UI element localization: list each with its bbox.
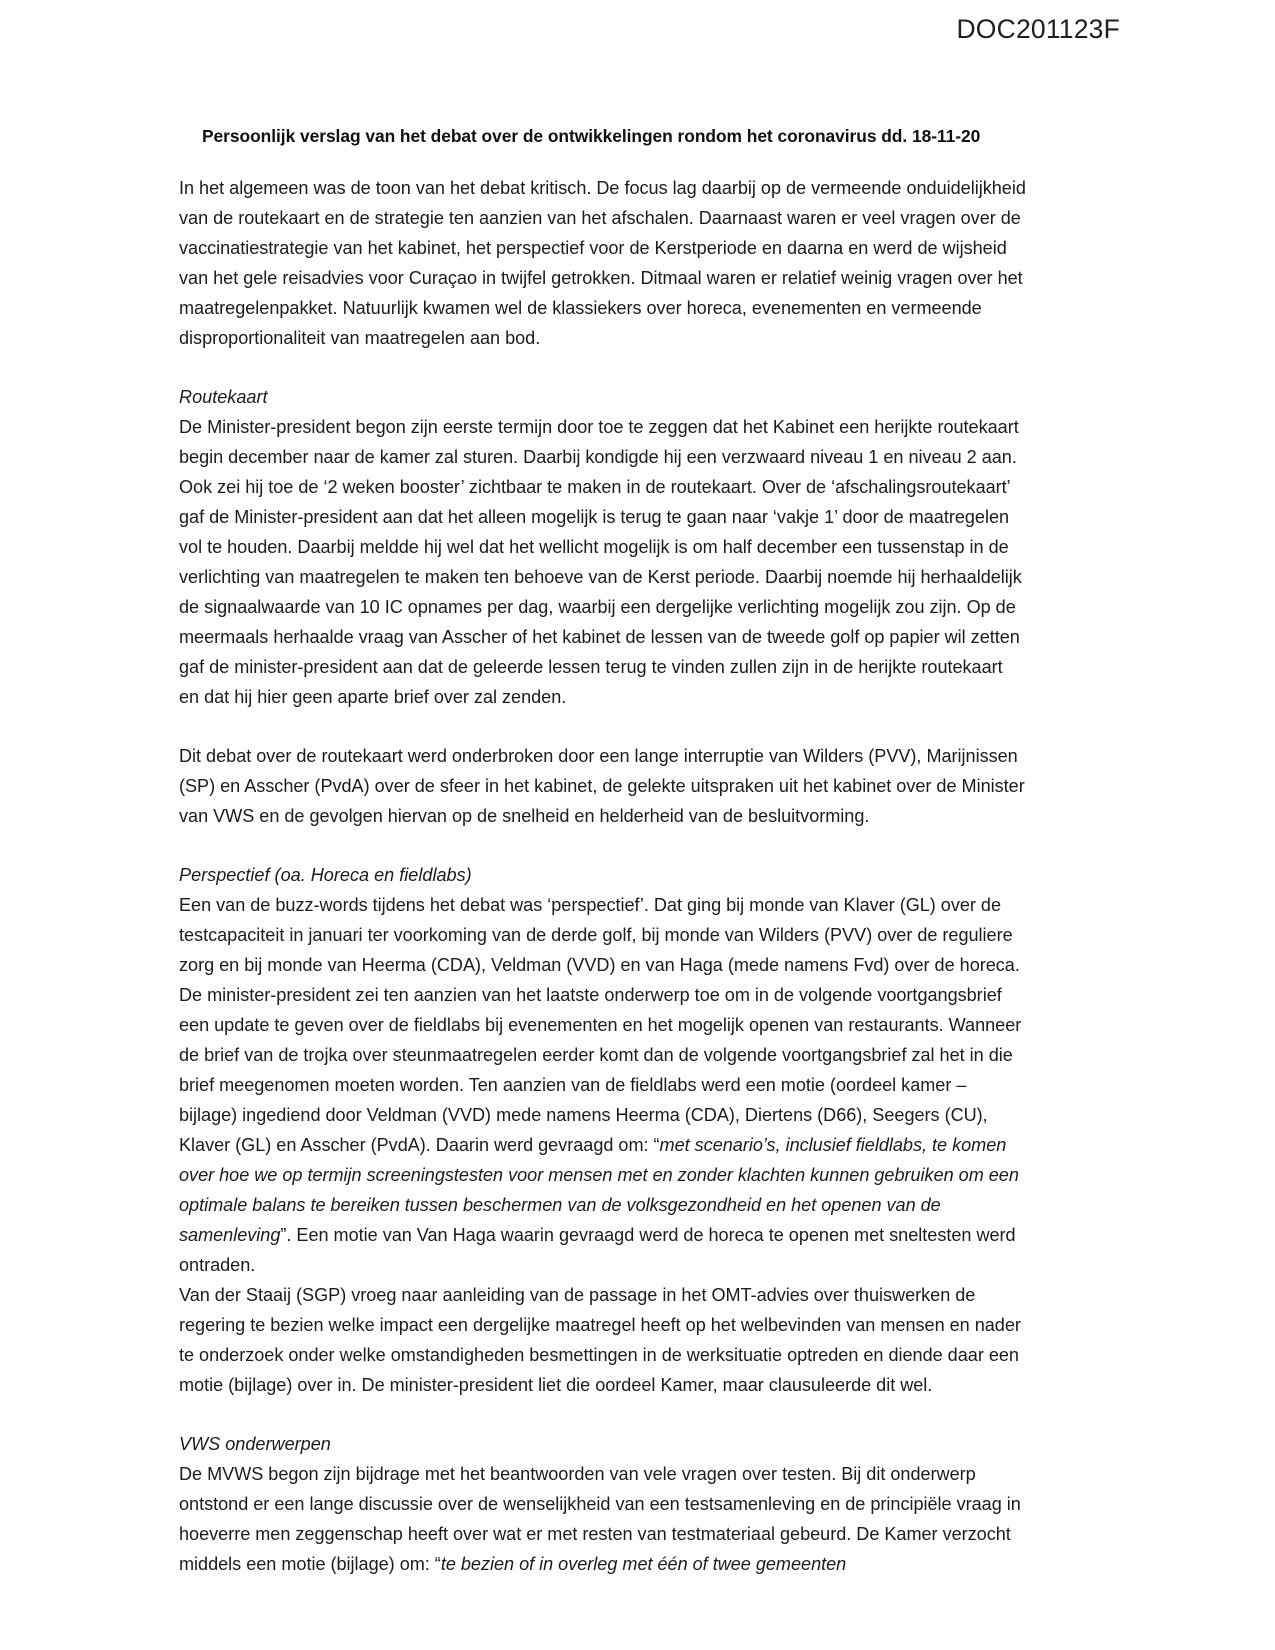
section-heading-routekaart: Routekaart (179, 387, 268, 408)
vws-paragraph-1 (179, 1459, 1027, 1579)
document-body (179, 124, 1027, 1579)
vws-text-before-quote: De MVWS begon zijn bijdrage met het beantwoorden van vele vragen over testen. Bij dit onderwerp ontstond er een lange discussie over de wenselijkheid van een testsamenleving en de principiële vraag in hoeverre men zeggenschap heeft over wat er met resten van testmateriaal gebeurd. De Kamer verzocht middels een motie (bijlage) om: “ (179, 1464, 1021, 1575)
perspectief-motion-quote: met scenario’s, inclusief fieldlabs, te komen over hoe we op termijn screeningstesten voor mensen met en zonder klachten kunnen gebruiken om een optimale balans te bereiken tussen beschermen van de volksgezondheid en het openen van de samenleving (179, 1135, 1019, 1246)
document-reference-header: DOC201123F (956, 14, 1120, 44)
perspectief-paragraph-2: Van der Staaij (SGP) vroeg naar aanleiding van de passage in het OMT-advies over thuiswerken de regering te bezien welke impact een dergelijke maatregel heeft op het welbevinden van mensen en nader te onderzoek onder welke omstandigheden besmettingen in de werksituatie optreden en diende daar een motie (bijlage) over in. De minister-president liet die oordeel Kamer, maar clausuleerde dit wel. (179, 1285, 1021, 1396)
intro-paragraph: In het algemeen was de toon van het debat kritisch. De focus lag daarbij op de vermeende onduidelijkheid van de routekaart en de strategie ten aanzien van het afschalen. Daarnaast waren er veel vragen over de vaccinatiestrategie van het kabinet, het perspectief voor de Kerstperiode en daarna en werd de wijsheid van het gele reisadvies voor Curaçao in twijfel getrokken. Ditmaal waren er relatief weinig vragen over het maatregelenpakket. Natuurlijk kwamen wel de klassiekers over horeca, evenementen en vermeende disproportionaliteit van maatregelen aan bod. (179, 178, 1026, 349)
perspectief-text-after-quote: ”. Een motie van Van Haga waarin gevraagd werd de horeca te openen met sneltesten werd ontraden. (179, 1225, 1016, 1276)
section-heading-perspectief: Perspectief (oa. Horeca en fieldlabs) (179, 865, 472, 886)
section-heading-vws-onderwerpen: VWS onderwerpen (179, 1434, 331, 1455)
vws-motion-quote: te bezien of in overleg met één of twee gemeenten (440, 1554, 847, 1575)
perspectief-text-before-quote: Een van de buzz-words tijdens het debat was ‘perspectief’. Dat ging bij monde van Klaver (GL) over de testcapaciteit in januari ter voorkoming van de derde golf, bij monde van Wilders (PVV) over de reguliere zorg en bij monde van Heerma (CDA), Veldman (VVD) en van Haga (mede namens Fvd) over de horeca. De minister-president zei ten aanzien van het laatste onderwerp toe om in de volgende voortgangsbrief een update te geven over de fieldlabs bij evenementen en het mogelijk openen van restaurants. Wanneer de brief van de trojka over steunmaatregelen eerder komt dan de volgende voortgangsbrief zal het in die brief meegenomen moeten worden. Ten aanzien van de fieldlabs werd een motie (oordeel kamer – bijlage) ingediend door Veldman (VVD) mede namens Heerma (CDA), Diertens (D66), Seegers (CU), Klaver (GL) en Asscher (PvdA). Daarin werd gevraagd om: “ (179, 895, 1022, 1156)
page-title: Persoonlijk verslag van het debat over de ontwikkelingen rondom het coronavirus dd. 18-11-20 (202, 126, 981, 146)
routekaart-paragraph-2: Dit debat over de routekaart werd onderbroken door een lange interruptie van Wilders (PVV), Marijnissen (SP) en Asscher (PvdA) over de sfeer in het kabinet, de gelekte uitspraken uit het kabinet over de Minister van VWS en de gevolgen hiervan op de snelheid en helderheid van de besluitvorming. (179, 746, 1025, 827)
perspectief-paragraph-1 (179, 890, 1027, 1280)
routekaart-paragraph-1: De Minister-president begon zijn eerste termijn door toe te zeggen dat het Kabinet een herijkte routekaart begin december naar de kamer zal sturen. Daarbij kondigde hij een verzwaard niveau 1 en niveau 2 aan. Ook zei hij toe de ‘2 weken booster’ zichtbaar te maken in de routekaart. Over de ‘afschalingsroutekaart’ gaf de Minister-president aan dat het alleen mogelijk is terug te gaan naar ‘vakje 1’ door de maatregelen vol te houden. Daarbij meldde hij wel dat het wellicht mogelijk is om half december een tussenstap in de verlichting van maatregelen te maken ten behoeve van de Kerst periode. Daarbij noemde hij herhaaldelijk de signaalwaarde van 10 IC opnames per dag, waarbij een dergelijke verlichting mogelijk zou zijn. Op de meermaals herhaalde vraag van Asscher of het kabinet de lessen van de tweede golf op papier wil zetten gaf de minister-president aan dat de geleerde lessen terug te vinden zullen zijn in de herijkte routekaart en dat hij hier geen aparte brief over zal zenden. (179, 417, 1022, 708)
